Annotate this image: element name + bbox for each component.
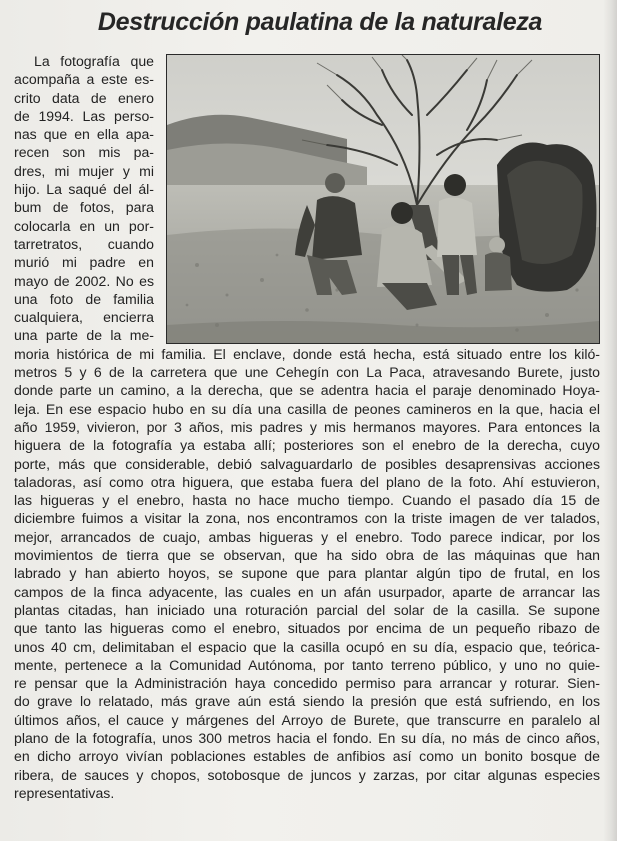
text-line: donde parte un camino, a la derecha, que se adentra hacia el paraje denominado Hoya- xyxy=(14,382,600,399)
text-line: nas que en ella apa- xyxy=(14,126,154,143)
text-line: acompaña a este es- xyxy=(14,71,154,88)
page-gutter-shadow xyxy=(603,0,617,841)
text-line: que tanto las higueras como el enebro, situados por encima de un pequeño ribazo de xyxy=(14,620,600,637)
text-line: porte, más que considerable, debió salvaguardarlo de posibles desaprensivas acciones xyxy=(14,455,600,472)
text-line: plano de la fotografía, unos 300 metros hacia el fondo. En su día, no más de cinco años, xyxy=(14,729,600,746)
text-line: plantas citadas, han iniciado una roturación parcial del solar de la casilla. Se supone xyxy=(14,601,600,618)
text-line: taladoras, así como otra higuera, que estaba fuera del plano de la foto. Ahí estuvieron, xyxy=(14,473,600,490)
text-line: año 1959, vivieron, por 3 años, mis padres y mis hermanos mayores. Para entonces la xyxy=(14,418,600,435)
text-line: do grave lo relatado, más grave aún está siendo la presión que está sufriendo, en los xyxy=(14,693,600,710)
text-line: mejor, arrancados de cuajo, ambas higueras y el enebro. Todo parece indicar, por los xyxy=(14,528,600,545)
text-line: unos 40 cm, delimitaban el espacio que la casilla ocupó en su día, espacio que, teórica- xyxy=(14,638,600,655)
text-line: crito data de enero xyxy=(14,89,154,106)
text-line: dres, mi mujer y mi xyxy=(14,162,154,179)
text-line: bum de fotos, para xyxy=(14,199,154,216)
text-line: moria histórica de mi familia. El enclave, donde está hecha, está situado entre los kiló- xyxy=(14,345,600,362)
text-line: colocarla en un por- xyxy=(14,217,154,234)
text-line: en dicho arroyo vivían poblaciones estables de anfibios así como un bonito bosque de xyxy=(14,748,600,765)
text-line: diciembre fuimos a visitar la zona, nos encontramos con la triste imagen de ver talados, xyxy=(14,510,600,527)
text-line: cualquiera, encierra xyxy=(14,309,154,326)
text-line: La fotografía que xyxy=(34,53,154,69)
text-line: ribera, de sauces y chopos, sotobosque de juncos y zarzas, por citar algunas especies xyxy=(14,766,600,783)
text-line: últimos años, el cauce y márgenes del Arroyo de Burete, que transcurre en paralelo al xyxy=(14,711,600,728)
text-line: mente, pertenece a la Comunidad Autónoma, por tanto terreno público, y uno no quie- xyxy=(14,656,600,673)
text-line: de 1994. Las perso- xyxy=(14,107,154,124)
text-line: recen son mis pa- xyxy=(14,144,154,161)
text-line: metros 5 y 6 de la carretera que une Cehegín con La Paca, atravesando Burete, justo xyxy=(14,364,600,381)
text-line: movimientos de tierra que se observan, que ha sido obra de las máquinas que han xyxy=(14,547,600,564)
text-line: las higueras y el enebro, hasta no hace mucho tiempo. Cuando el pasado día 15 de xyxy=(14,492,600,509)
text-line: re pensar que la Administración haya concedido permiso para arrancar y roturar. Sien- xyxy=(14,675,600,692)
text-line: mayo de 2002. No es xyxy=(14,272,154,289)
article-body xyxy=(14,52,600,802)
text-line: campos de la finca adyacente, las cuales en un afán usurpador, aparte de arrancar las xyxy=(14,583,600,600)
text-line: higuera de la fotografía ya estaba allí; posteriores son el enebro de la derecha, cuyo xyxy=(14,437,600,454)
text-line-last: representativas. xyxy=(14,784,115,801)
text-line: leja. En ese espacio hubo en su día una casilla de peones camineros en la que, hacia el xyxy=(14,400,600,417)
text-line: una foto de familia xyxy=(14,290,154,307)
article-main-text xyxy=(14,345,600,802)
text-line: murió mi padre en xyxy=(14,254,154,271)
article-title: Destrucción paulatina de la naturaleza xyxy=(97,8,543,36)
text-line: una parte de la me- xyxy=(14,327,154,344)
text-line: tarretratos, cuando xyxy=(14,235,154,252)
text-line: labrado y han abierto hoyos, se supone que para plantar algún tipo de frutal, en los xyxy=(14,565,600,582)
text-line: hijo. La saqué del ál- xyxy=(14,181,154,198)
article-intro-column xyxy=(14,52,154,345)
